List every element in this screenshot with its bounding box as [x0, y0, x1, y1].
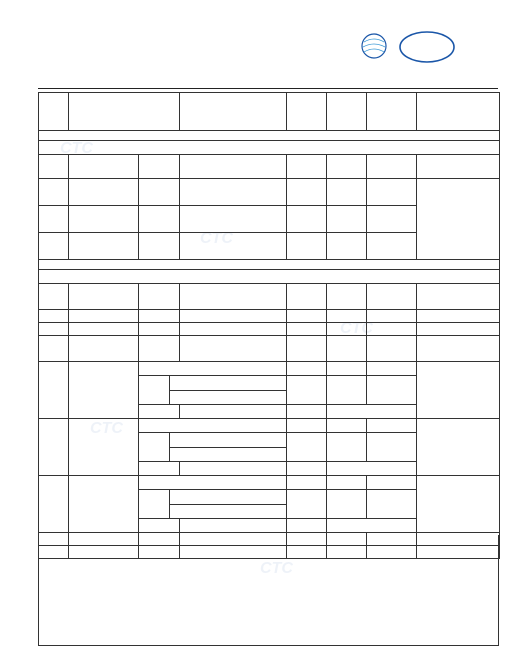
cnas-logo — [398, 30, 456, 64]
merged-evaluation — [417, 179, 500, 260]
table-row — [39, 476, 500, 490]
col-header-item — [69, 93, 180, 131]
watermark: CTC — [340, 320, 373, 337]
col-header-no — [39, 93, 69, 131]
table-blank-area — [38, 535, 499, 646]
table-row — [39, 155, 500, 179]
col-header-method — [180, 93, 287, 131]
table-row — [39, 336, 500, 362]
watermark: CTC — [200, 230, 233, 247]
table-row — [39, 284, 500, 310]
section-2-title — [39, 270, 500, 284]
table-row — [39, 362, 500, 376]
table-row — [39, 323, 500, 336]
table-row — [39, 310, 500, 323]
test-results-table — [38, 92, 500, 559]
section-1-title — [39, 141, 500, 155]
table-row — [39, 419, 500, 433]
report-header — [0, 0, 505, 78]
watermark: CTC — [60, 140, 93, 157]
spacer-row — [39, 260, 500, 270]
col-header-measured — [367, 93, 417, 131]
watermark: CTC — [90, 420, 123, 437]
col-header-unit — [287, 93, 327, 131]
ilac-mra-logo — [352, 32, 396, 62]
col-header-standard — [327, 93, 367, 131]
header-divider — [38, 88, 498, 89]
table-row — [39, 179, 500, 206]
table-header-row — [39, 93, 500, 131]
col-header-eval — [417, 93, 500, 131]
spacer-row — [39, 131, 500, 141]
watermark: CTC — [260, 560, 293, 577]
